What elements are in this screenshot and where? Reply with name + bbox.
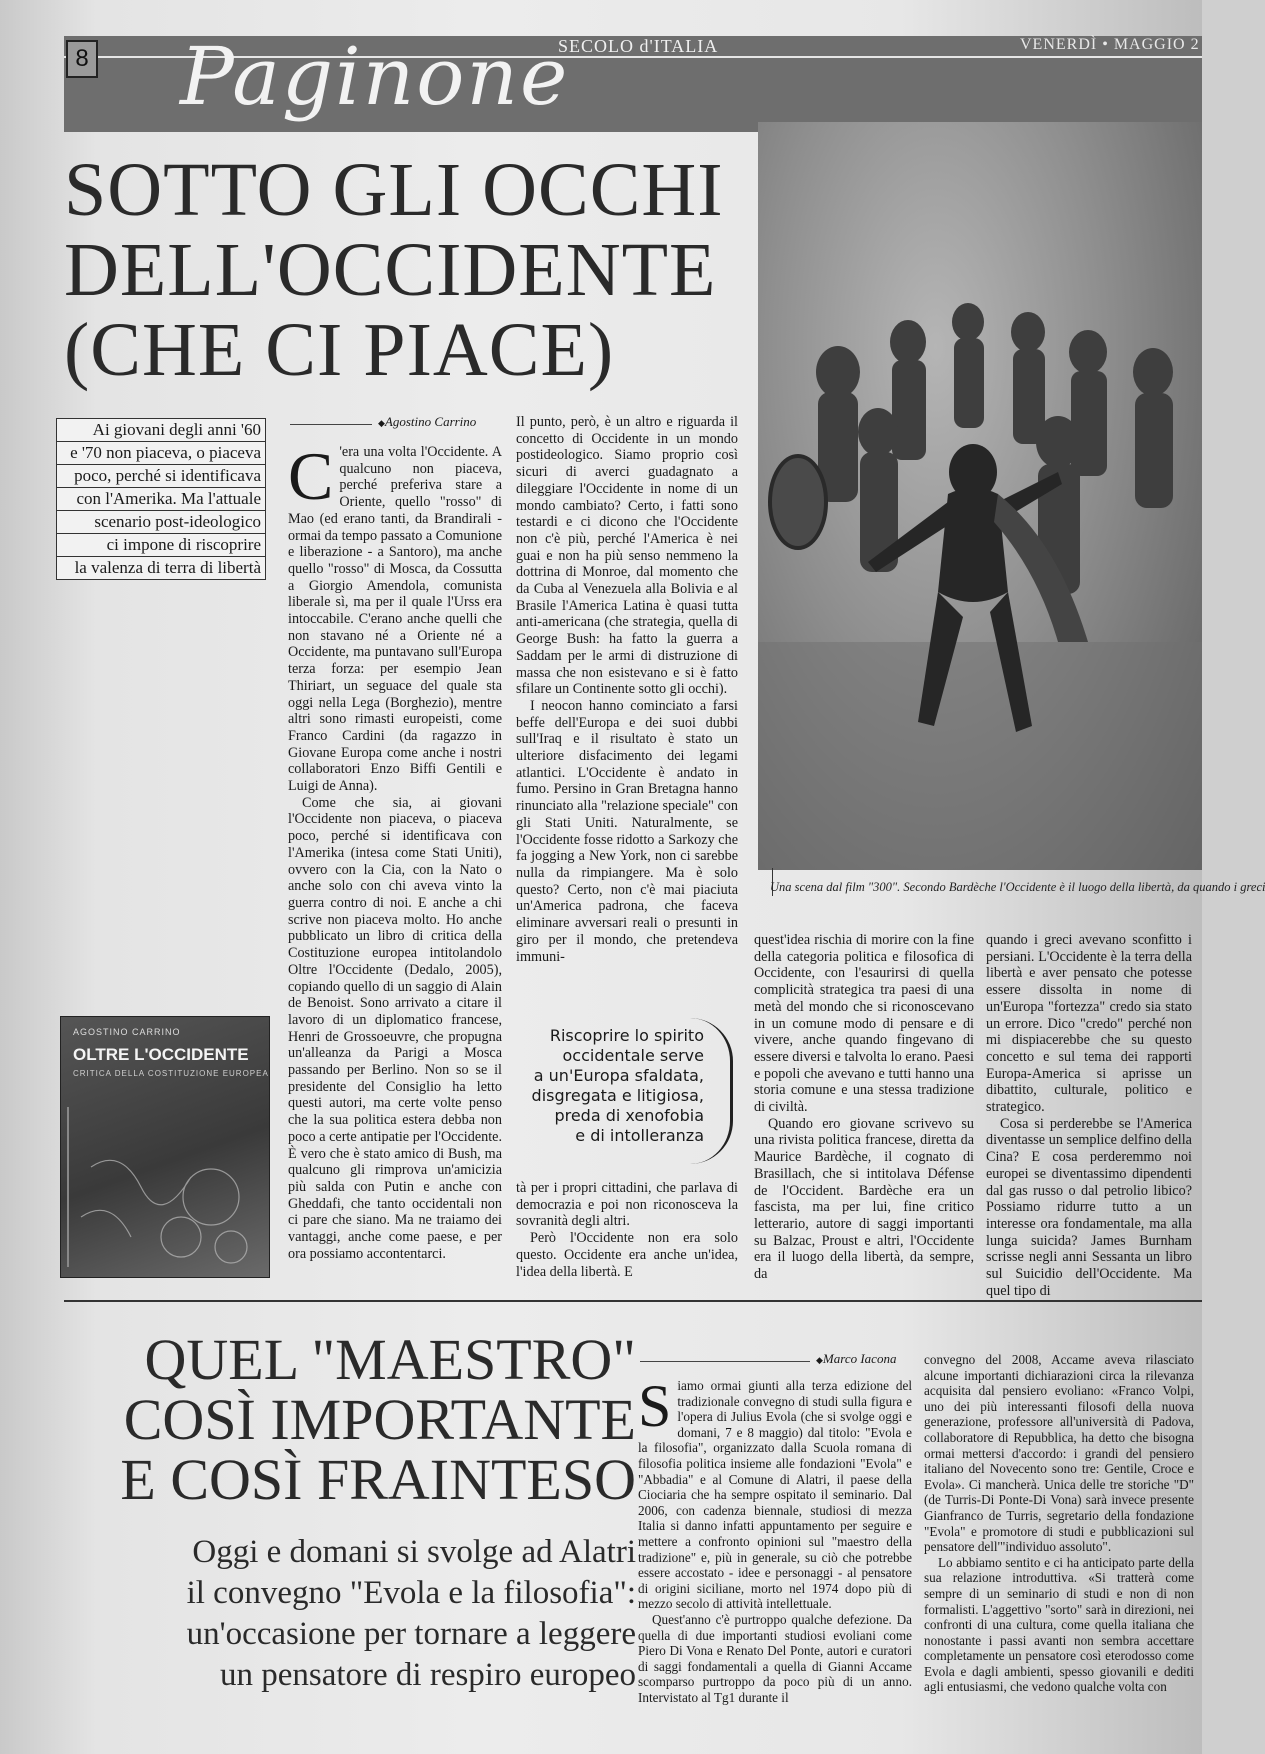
pull-quote-line: a un'Europa sfaldata, xyxy=(533,1066,704,1085)
article-paragraph: quest'idea rischia di morire con la fine della categoria politica e filosofica di Occidente, con l'esaurirsi di quella complicità strategica tra paesi di una metà del mondo che si riconoscevano in un comune modo di pensare e di vivere, anche quando fingevano di essere diversi e talvolta lo erano. Paesi e popoli che avevano e tutti hanno una storia comune e una stessa tradizione di civiltà. xyxy=(754,932,974,1116)
article-paragraph: convegno del 2008, Accame aveva rilasciato alcune importanti dichiarazioni circa la rilevanza acquisita dal pensiero evoliano: «Franco Volpi, uno dei più interessanti filosofi della nuova generazione, professore all'università di Padova, collaboratore di Repubblica, ha detto che bisogna ormai mettersi d'accordo: i grandi del pensiero italiano del Novecento sono tre: Gentile, Croce e Evola». Ci mancherà. Unica delle tre storiche "D" (de Turris-Di Ponte-Di Vona) sarà invece presente Gianfranco de Turris, segretario della fondazione "Evola" e promotore di studi e pubblicazioni sul pensatore dell'"individuo assoluto". xyxy=(924,1352,1194,1555)
lead-line: e '70 non piaceva, o piaceva xyxy=(56,442,266,465)
author-byline-2: ◆ Marco Iacona xyxy=(816,1351,896,1367)
pull-quote-line: Riscoprire lo spirito xyxy=(549,1026,704,1045)
article-paragraph: iamo ormai giunti alla terza edizione del tradizionale convegno di studi sulla figura e l'opera di Julius Evola (che si svolge oggi e domani, 7 e 8 maggio) dal titolo: "Evola e la filosofia", organizzato dalla Scuola romana di filosofia politica insieme alle fondazioni "Evola" e "Abbadia" e al Comune di Alatri, il paese della Ciociaria che ha sempre ospitato il seminario. Dal 2006, con cadenza biennale, studiosi di mezza Italia si danno infatti appuntamento per seguire e mettere a confronto opinioni sul "maestro della tradizione" e, più in generale, su ciò che potrebbe essere accostato - idee e personaggi - al pensatore di origini siciliane, morto nel 1974 dopo più di mezzo secolo di attività intellettuale. xyxy=(638,1378,912,1612)
pull-quote-line: disgregata e litigiosa, xyxy=(531,1086,704,1105)
subhead-line: il convegno "Evola e la filosofia": xyxy=(186,1575,636,1611)
article-column-1 xyxy=(288,438,502,1262)
article-paragraph: tà per i propri cittadini, che parlava di democrazia e poi non riconosceva la sovranità degli altri. xyxy=(516,1180,738,1230)
subhead-line: un'occasione per tornare a leggere xyxy=(186,1616,636,1652)
byline-rule xyxy=(640,1361,810,1362)
warriors-illustration xyxy=(758,122,1202,870)
pull-quote-bracket xyxy=(690,1018,733,1164)
issue-date: VENERDÌ • MAGGIO 2 xyxy=(1020,36,1200,53)
article-column-4 xyxy=(986,932,1192,1299)
headline-line: E COSÌ FRAINTESO xyxy=(120,1447,636,1512)
lead-line: poco, perché si identificava xyxy=(56,465,266,488)
film-still-photo xyxy=(758,122,1202,870)
pull-quote-line: occidentale serve xyxy=(562,1046,704,1065)
article-paragraph: quando i greci avevano sconfitto i persiani. L'Occidente è la terra della libertà e aver pensato che potesse essere dissolta in nome di un'Europa "fortezza" credo sia stato un errore. Dico "credo" perché non mi dispiacerebbe che su questo concetto e sul tema dei rapporti Europa-America si aprisse un dibattito, culturale, politico e strategico. xyxy=(986,932,1192,1116)
headline-line: SOTTO GLI OCCHI xyxy=(64,148,724,232)
pull-quote xyxy=(516,1026,704,1146)
article-column-2 xyxy=(516,414,738,965)
article-paragraph: Il punto, però, è un altro e riguarda il concetto di Occidente in un mondo postideologico. Siamo proprio così sicuri di averci guadagnato a dileggiare l'Occidente in nome di un mondo cambiato? Certo, i fatti sono testardi e ci dicono che l'Occidente non c'è più, perché l'America è nei guai e non ha più senso nemmeno la dottrina di Monroe, dal momento che da Cuba al Venezuela alla Bolivia e al Brasile l'America Latina è quasi tutta anti-americana (che strategia, quella di George Bush: ha fatto la guerra a Saddam per le armi di distruzione di massa che non esistevano e si è fatto sfilare un Continente sotto gli occhi). xyxy=(516,414,738,698)
subhead-line: un pensatore di respiro europeo xyxy=(219,1657,636,1693)
subhead-line: Oggi e domani si svolge ad Alatri xyxy=(192,1534,636,1570)
page-number: 8 xyxy=(66,40,98,78)
article-headline-2 xyxy=(96,1327,636,1512)
article-paragraph: Come che sia, ai giovani l'Occidente non piaceva, o piaceva poco, perché si identificava con l'Amerika (intesa come Stati Uniti), ovvero con la Cia, con la Nato o anche solo con chi aveva vinto la guerra contro di noi. E anche a chi scrive non piaceva molto. Ho anche pubblicato un libro di critica della Costituzione europea intitolandolo Oltre l'Occidente (Dedalo, 2005), copiando quello di un saggio di Alain de Benoist. Sono arrivato a citare il lavoro di un diplomatico francese, Henri de Grossoeuvre, che propugna un'alleanza da Parigi a Mosca passando per Berlino. Non so se il presidente del Consiglio ha letto questi autori, ma certe volte penso che la sua politica estera debba non poco a certe antipatie per l'Occidente. È vero che è stato amico di Bush, ma qualcuno gli rimprova un'amicizia più salda con Putin e anche con Gheddafi, che tanto occidentali non ci pare che siano. Ma ne traiamo dei vantaggi, anche come paese, e per ora possiamo accontentarci. xyxy=(288,794,502,1262)
article-subhead-2 xyxy=(70,1532,636,1696)
drop-cap: C xyxy=(288,438,334,514)
article-lead-box xyxy=(56,418,266,580)
photo-caption: Una scena dal film "300". Secondo Bardèche l'Occidente è il luogo della libertà, da quando i greci xyxy=(770,880,1265,894)
article-paragraph: Quest'anno c'è purtroppo qualche defezione. Da quella di due importanti studiosi evoliani come Piero Di Vona e Renato Del Ponte, autori e curatori di saggi fondamentali a quella di Gianni Accame scomparso purtroppo da poco più di un anno. Intervistato al Tg1 durante il xyxy=(638,1611,912,1705)
article2-column-1 xyxy=(638,1373,912,1750)
article-paragraph: Lo abbiamo sentito e ci ha anticipato parte della sua relazione introduttiva. «Si tratterà come sempre di un seminario di studi e non di non formalisti. L'aggettivo "sorto" sarà in direzioni, nei confronti di una cultura, come quella italiana che nonostante i passi avanti non sembra accettare completamente un pensatore così eterodosso come Evola e dagli ambienti, spesso giovanili e dediti agli entusiasmi, che vedono qualche volta con xyxy=(924,1554,1194,1695)
newspaper-name: SECOLO d'ITALIA xyxy=(558,36,719,56)
article2-column-2 xyxy=(924,1352,1194,1750)
book-author: AGOSTINO CARRINO xyxy=(73,1027,181,1037)
book-subtitle: CRITICA DELLA COSTITUZIONE EUROPEA xyxy=(73,1069,269,1078)
book-cover-image xyxy=(60,1016,270,1278)
article-paragraph: I neocon hanno cominciato a farsi beffe dell'Europa e dei suoi dubbi sull'Iraq e il risultato è stato un ulteriore disfacimento dei legami atlantici. L'Occidente è andato in fumo. Persino in Gran Bretagna hanno rinunciato alla "relazione speciale" con gli Stati Uniti. Naturalmente, se l'Occidente fosse ridotto a Sarkozy che fa jogging a New York, non ci sarebbe nulla da rimpiangere. Ma è solo questo? Certo, non c'è mai piaciuta un'America padrona, che faceva eliminare avversari reali o presunti in giro per il mondo, che pretendeva immuni- xyxy=(516,697,738,965)
author-byline: ◆ Agostino Carrino xyxy=(378,414,476,430)
byline-rule xyxy=(290,424,372,425)
article-divider xyxy=(64,1300,1202,1302)
lead-line: la valenza di terra di libertà xyxy=(56,557,266,580)
article-paragraph: Cosa si perderebbe se l'America diventasse un semplice delfino della Cina? E cosa perderemmo noi europei se diventassimo dipendenti dal gas russo o dal petrolio libico? Possiamo ridurre tutto a un interesse ora fondamentale, ma alla lunga suicida? James Burnham scrisse negli anni Sessanta un libro sul Suicidio dell'Occidente. Ma quel tipo di xyxy=(986,1115,1192,1299)
section-title: Paginone xyxy=(180,30,570,123)
lead-line: Ai giovani degli anni '60 xyxy=(56,418,266,442)
article-paragraph: Però l'Occidente non era solo questo. Occidente era anche un'idea, l'idea della libertà. E xyxy=(516,1230,738,1280)
lead-line: con l'Amerika. Ma l'attuale xyxy=(56,488,266,511)
book-cover-art xyxy=(61,1017,269,1277)
article-paragraph: 'era una volta l'Occidente. A qualcuno non piaceva, perché preferiva stare a Oriente, quello "rosso" di Mao (ed erano tanti, da Brandirali - ormai da tempo passato a Comunione e liberazione - a Santoro), ma anche quello "rosso" di Mosca, da Cossutta a Giorgio Amendola, comunista liberale sì, ma per il quale l'Urss era intoccabile. C'erano anche quelli che non stavano né a Oriente né a Occidente, ma puntavano sull'Europa terza forza: per esempio Jean Thiriart, un seguace del quale sta oggi nella Lega (Borghezio), mentre altri sono rimasti europeisti, come Franco Cardini (da ragazzo in Giovane Europa come anche i nostri collaboratori Enzo Biffi Gentili e Luigi de Anna). xyxy=(288,444,502,795)
article-paragraph: Quando ero giovane scrivevo su una rivista politica francese, diretta da Maurice Bardèche, il cognato di Brasillach, che si intitolava Défense de l'Occident. Bardèche era un fascista, ma per lui, fine critico letterario, autore di saggi importanti su Balzac, Proust e altri, l'Occidente era il luogo della libertà, da sempre, da xyxy=(754,1115,974,1283)
pull-quote-line: preda di xenofobia xyxy=(554,1106,704,1125)
headline-line: DELL'OCCIDENTE xyxy=(64,228,717,312)
headline-line: QUEL "MAESTRO" xyxy=(144,1327,636,1392)
headline-line: COSÌ IMPORTANTE xyxy=(123,1387,636,1452)
book-title: OLTRE L'OCCIDENTE xyxy=(73,1045,249,1064)
pull-quote-line: e di intolleranza xyxy=(575,1126,704,1145)
lead-line: scenario post-ideologico xyxy=(56,511,266,534)
article-headline xyxy=(64,150,754,390)
article-column-2-continued xyxy=(516,1180,738,1280)
article-column-3 xyxy=(754,932,974,1283)
headline-line: (CHE CI PIACE) xyxy=(64,308,615,392)
lead-line: ci impone di riscoprire xyxy=(56,534,266,557)
drop-cap: S xyxy=(638,1373,672,1439)
